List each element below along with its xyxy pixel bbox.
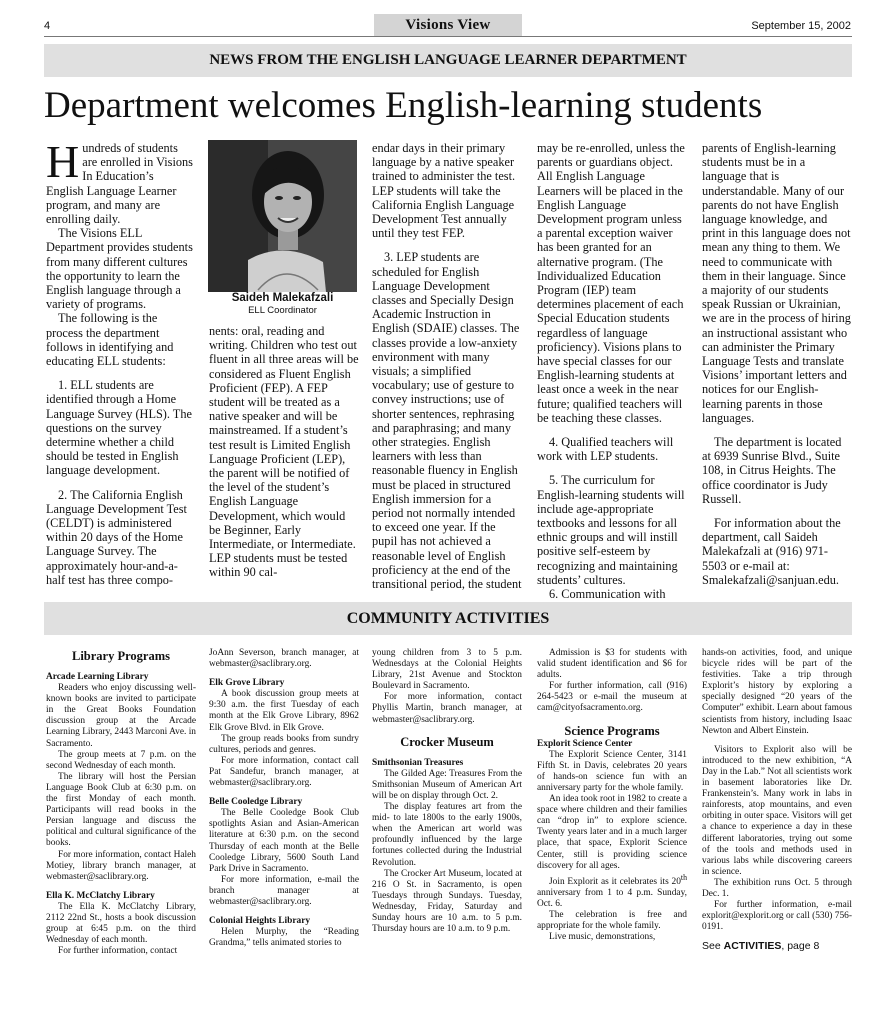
article-paragraph: parents of English-learning students must be in a language that is understandable. Many of our parents do not have English language knowledge, and print in this language does not mean any thing to them. We need to communicate with them in their language. Since a majority of our students speak Russian or Ukrainian, we are in the process of hiring an instructional assistant who can administer the Primary Language Tests and translate Visions’ important letters and notices for our English-learning parents in those languages. — [702, 141, 851, 425]
continued-reference[interactable] — [702, 941, 852, 952]
smithsonian-treasures-title: Smithsonian Treasures — [372, 757, 464, 768]
community-paragraph: The celebration is free and appropriate for the whole family. — [537, 910, 687, 932]
community-paragraph: The Explorit Science Center, 3141 Fifth St. in Davis, celebrates 20 years of hands-on science fun with an anniversary party for the whole family. — [537, 749, 687, 793]
header-rule — [44, 36, 852, 37]
article-paragraph: For information about the department, call Saideh Malekafzali at (916) 971-5503 or e-mail at: Smalekafzali@sanjuan.edu. — [702, 516, 841, 587]
community-paragraph: The Gilded Age: Treasures From the Smithsonian Museum of American Art will be on display through Oct. 2. — [372, 768, 522, 801]
community-paragraph: young children from 3 to 5 p.m. Wednesdays at the Colonial Heights Library, 21st Avenue and Stockton Boulevard in Sacramento. — [372, 648, 522, 692]
elk-grove-library-title: Elk Grove Library — [209, 678, 285, 689]
article-paragraph: nents: oral, reading and writing. Children who test out fluent in all three areas will be considered as Fluent English Proficient (FEP). A FEP student will be treated as a native speaker and will be mainstreamed. If a student’s test result is Limited English Language Proficient (LEP), the parent will be notified of the level of the student’s English Language Development, which would be Beginner, Early Intermediate, or Intermediate. LEP students must be tested within 90 cal- — [209, 324, 359, 580]
community-paragraph: Helen Murphy, the “Reading Grandma,” tells animated stories to — [209, 927, 359, 949]
see-section: ACTIVITIES — [723, 940, 782, 953]
article-column-5 — [702, 141, 852, 587]
caption-name: Saideh Malekafzali — [231, 292, 334, 304]
community-paragraph: For more information, e-mail the branch manager at webmaster@saclibrary.org. — [209, 874, 359, 907]
article-paragraph: 3. LEP students are scheduled for English Language Development classes and Specially Design Academic Instruction in English (SDAIE) classes. The classes provide a low-anxiety environment with many visuals; a simplified vocabulary; use of gesture to convey instructions; use of shorter sentences, rephrasing and paraphrasing; and many other strategies. English learners with less than reasonable fluency in English must be placed in structured English immersion for a period not normally intended to exceed one year. If the pupil has not achieved a reasonable level of English proficiency at the end of the transitional period, the student — [372, 250, 522, 592]
community-paragraph: For more information, contact Haleh Motiey, library branch manager, at webmaster@saclibrary.org. — [46, 849, 196, 882]
article-paragraph: undreds of students are enrolled in Visions In Education’s English Language Learner program, and many are enrolling daily. — [46, 141, 193, 227]
section-banner-community: COMMUNITY ACTIVITIES — [44, 602, 852, 635]
article-paragraph: 1. ELL students are identified through a Home Language Survey (HLS). The questions on the survey determine whether a child should be tested in English language development. — [46, 378, 192, 478]
see-page: , page 8 — [781, 940, 820, 953]
colonial-heights-library-title: Colonial Heights Library — [209, 916, 311, 927]
article-paragraph: 6. Communication with — [549, 587, 666, 602]
article-paragraph: 4. Qualified teachers will work with LEP students. — [537, 435, 674, 464]
portrait-photo — [208, 140, 357, 292]
article-paragraph: may be re-enrolled, unless the parents or guardians object. All English Language Learners will be placed in the English Language Development program unless a parental exception waiver has been granted for an alternative program. (The Individualized Education Program (IEP) team determines placement of each Special Education students regardless of language proficiency). Visions plans to have special classes for our English-learning students at least once a week in the near future; qualified teachers will be teaching these classes. — [537, 141, 685, 425]
community-paragraph: For more information, contact call Pat Sandefur, branch manager, at webmaster@saclibrary.org. — [209, 755, 359, 789]
community-paragraph — [537, 872, 687, 910]
arcade-library-title: Arcade Learning Library — [46, 672, 149, 682]
join-superscript: th — [680, 872, 687, 882]
community-paragraph: The Crocker Art Museum, located at 216 O St. in Sacramento, is open Tuesdays through Sundays. Tuesday, Wednesday, Friday, Saturday and Sunday hours are 10 a.m. to 5 p.m. Thursday hours are 10 a.m. to 9 p.m. — [372, 868, 522, 935]
community-paragraph: The display features art from the mid- to late 1800s to the early 1900s, when the American art world was profoundly influenced by the large fortunes collected during the Industrial Revolution. — [372, 802, 522, 868]
issue-date: September 15, 2002 — [751, 20, 851, 32]
article-paragraph: endar days in their primary language by a native speaker trained to administer the test. LEP students will take the California English Language Development Test annually until they test FEP. — [372, 141, 516, 241]
community-paragraph: For further information, contact — [58, 946, 178, 957]
community-paragraph: Visitors to Explorit also will be introduced to the new exhibition, “A Day in the Lab.” Not all scientists work in basement laboratories like Dr. Frankenstein’s. Many work in labs in rainforests, atop mountains, and even orbiting in outer space. Visitors will get a chance to experience a day in these different laboratories, trying out some of the tools and methods used in various labs while discovering careers in science. — [702, 744, 852, 877]
masthead: Visions View — [374, 14, 522, 36]
community-paragraph: The library will host the Persian Language Book Club at 6:30 p.m. on the first Monday of each month. Participants will read books in the Persian language and discuss the political and cultural significance of the books. — [46, 771, 196, 849]
page-number: 4 — [44, 20, 51, 32]
article-paragraph: 2. The California English Language Development Test (CELDT) is administered within 20 days of the Home Language Survey. The approximately hour-and-a-half test has three compo- — [46, 487, 187, 587]
article-column-4 — [537, 141, 687, 601]
community-paragraph: For further information, e-mail explorit@explorit.org or call (530) 756-0191. — [702, 900, 852, 933]
join-text: Join Explorit as it celebrates its 20 — [549, 876, 681, 887]
community-paragraph: hands-on activities, food, and unique bicycle rides will be part of the festivities. Take a trip through Explorit’s history by exploring a specially designed “20 years of the Computer” exhibit. Learn about famous scientists from history, including Isaac Newton and Albert Einstein. — [702, 648, 852, 736]
community-paragraph: Readers who enjoy discussing well-known books are invited to participate in the Great Books Foundation discussion group at the Arcade Learning Library, 2443 Marconi Ave. in Sacramento. — [46, 683, 196, 749]
community-paragraph: JoAnn Severson, branch manager, at webmaster@saclibrary.org. — [209, 648, 359, 670]
community-column-4 — [537, 648, 687, 943]
community-paragraph: Live music, demonstrations, — [549, 932, 656, 943]
join-text-end: anniversary from 1 to 4 p.m. Sunday, Oct. 6. — [537, 887, 687, 909]
community-paragraph: An idea took root in 1982 to create a space where children and their families can “drop in” to explore science. Twenty years later and in a much larger place, that space, Explorit Science Center, still is providing science discovery for all ages. — [537, 794, 687, 871]
mcclatchy-library-title: Ella K. McClatchy Library — [46, 890, 155, 901]
article-paragraph: The Visions ELL Department provides students from many different cultures the opportunity to learn the English language through a variety of programs. — [46, 226, 193, 312]
article-paragraph: The following is the process the department follows in identifying and educating ELL students: — [46, 311, 174, 369]
library-programs-heading: Library Programs — [71, 649, 171, 663]
article-column-3 — [372, 141, 522, 591]
see-prefix: See — [702, 940, 724, 953]
community-paragraph: The group reads books from sundry cultures, periods and genres. — [209, 733, 359, 755]
community-column-5 — [702, 648, 852, 952]
section-banner-ell: NEWS FROM THE ENGLISH LANGUAGE LEARNER DEPARTMENT — [44, 44, 852, 77]
article-column-2 — [209, 324, 359, 580]
article-headline: Department welcomes English-learning students — [44, 85, 763, 126]
article-column-1 — [46, 136, 194, 587]
community-column-3 — [372, 648, 522, 935]
photo-caption — [208, 292, 357, 316]
article-paragraph: 5. The curriculum for English-learning students will include age-appropriate textbooks and lessons for all ethnic groups and will instill positive self-esteem by recognizing and maintaining students’ cultures. — [537, 473, 685, 587]
crocker-museum-heading: Crocker Museum — [400, 734, 494, 749]
article-paragraph: The department is located at 6939 Sunrise Blvd., Suite 108, in Citrus Heights. The office coordinator is Judy Russell. — [702, 435, 842, 506]
community-paragraph: A book discussion group meets at 9:30 a.m. the first Tuesday of each month at the Elk Grove Library, 8962 Elk Grove Blvd. in Elk Grove. — [209, 689, 359, 733]
community-column-1 — [46, 648, 196, 957]
community-paragraph: For more information, contact Phyllis Martin, branch manager, at webmaster@saclibrary.org. — [372, 692, 522, 725]
community-paragraph: Admission is $3 for students with valid student identification and $6 for adults. — [537, 648, 687, 681]
community-paragraph: The Ella K. McClatchy Library, 2112 22nd St., hosts a book discussion group at 6:45 p.m. on the third Wednesday of each month. — [46, 901, 196, 946]
drop-cap: H — [46, 136, 80, 187]
community-paragraph: The Belle Cooledge Book Club spotlights Asian and Asian-American literature at 6:30 p.m. on the second Thursday of each month at the Belle Cooledge Library, 5600 South Land Park Drive in Sacramento. — [209, 808, 359, 874]
caption-role: ELL Coordinator — [248, 305, 317, 316]
science-programs-heading: Science Programs — [564, 723, 660, 738]
community-paragraph: The group meets at 7 p.m. on the second Wednesday of each month. — [46, 749, 196, 771]
community-column-2 — [209, 648, 359, 949]
belle-cooledge-library-title: Belle Cooledge Library — [209, 797, 303, 808]
portrait-image — [208, 140, 357, 292]
explorit-center-title: Explorit Science Center — [537, 738, 633, 749]
community-paragraph: For further information, call (916) 264-5423 or e-mail the museum at cam@cityofsacramento.org. — [537, 681, 687, 714]
community-paragraph: The exhibition runs Oct. 5 through Dec. 1. — [702, 877, 852, 899]
